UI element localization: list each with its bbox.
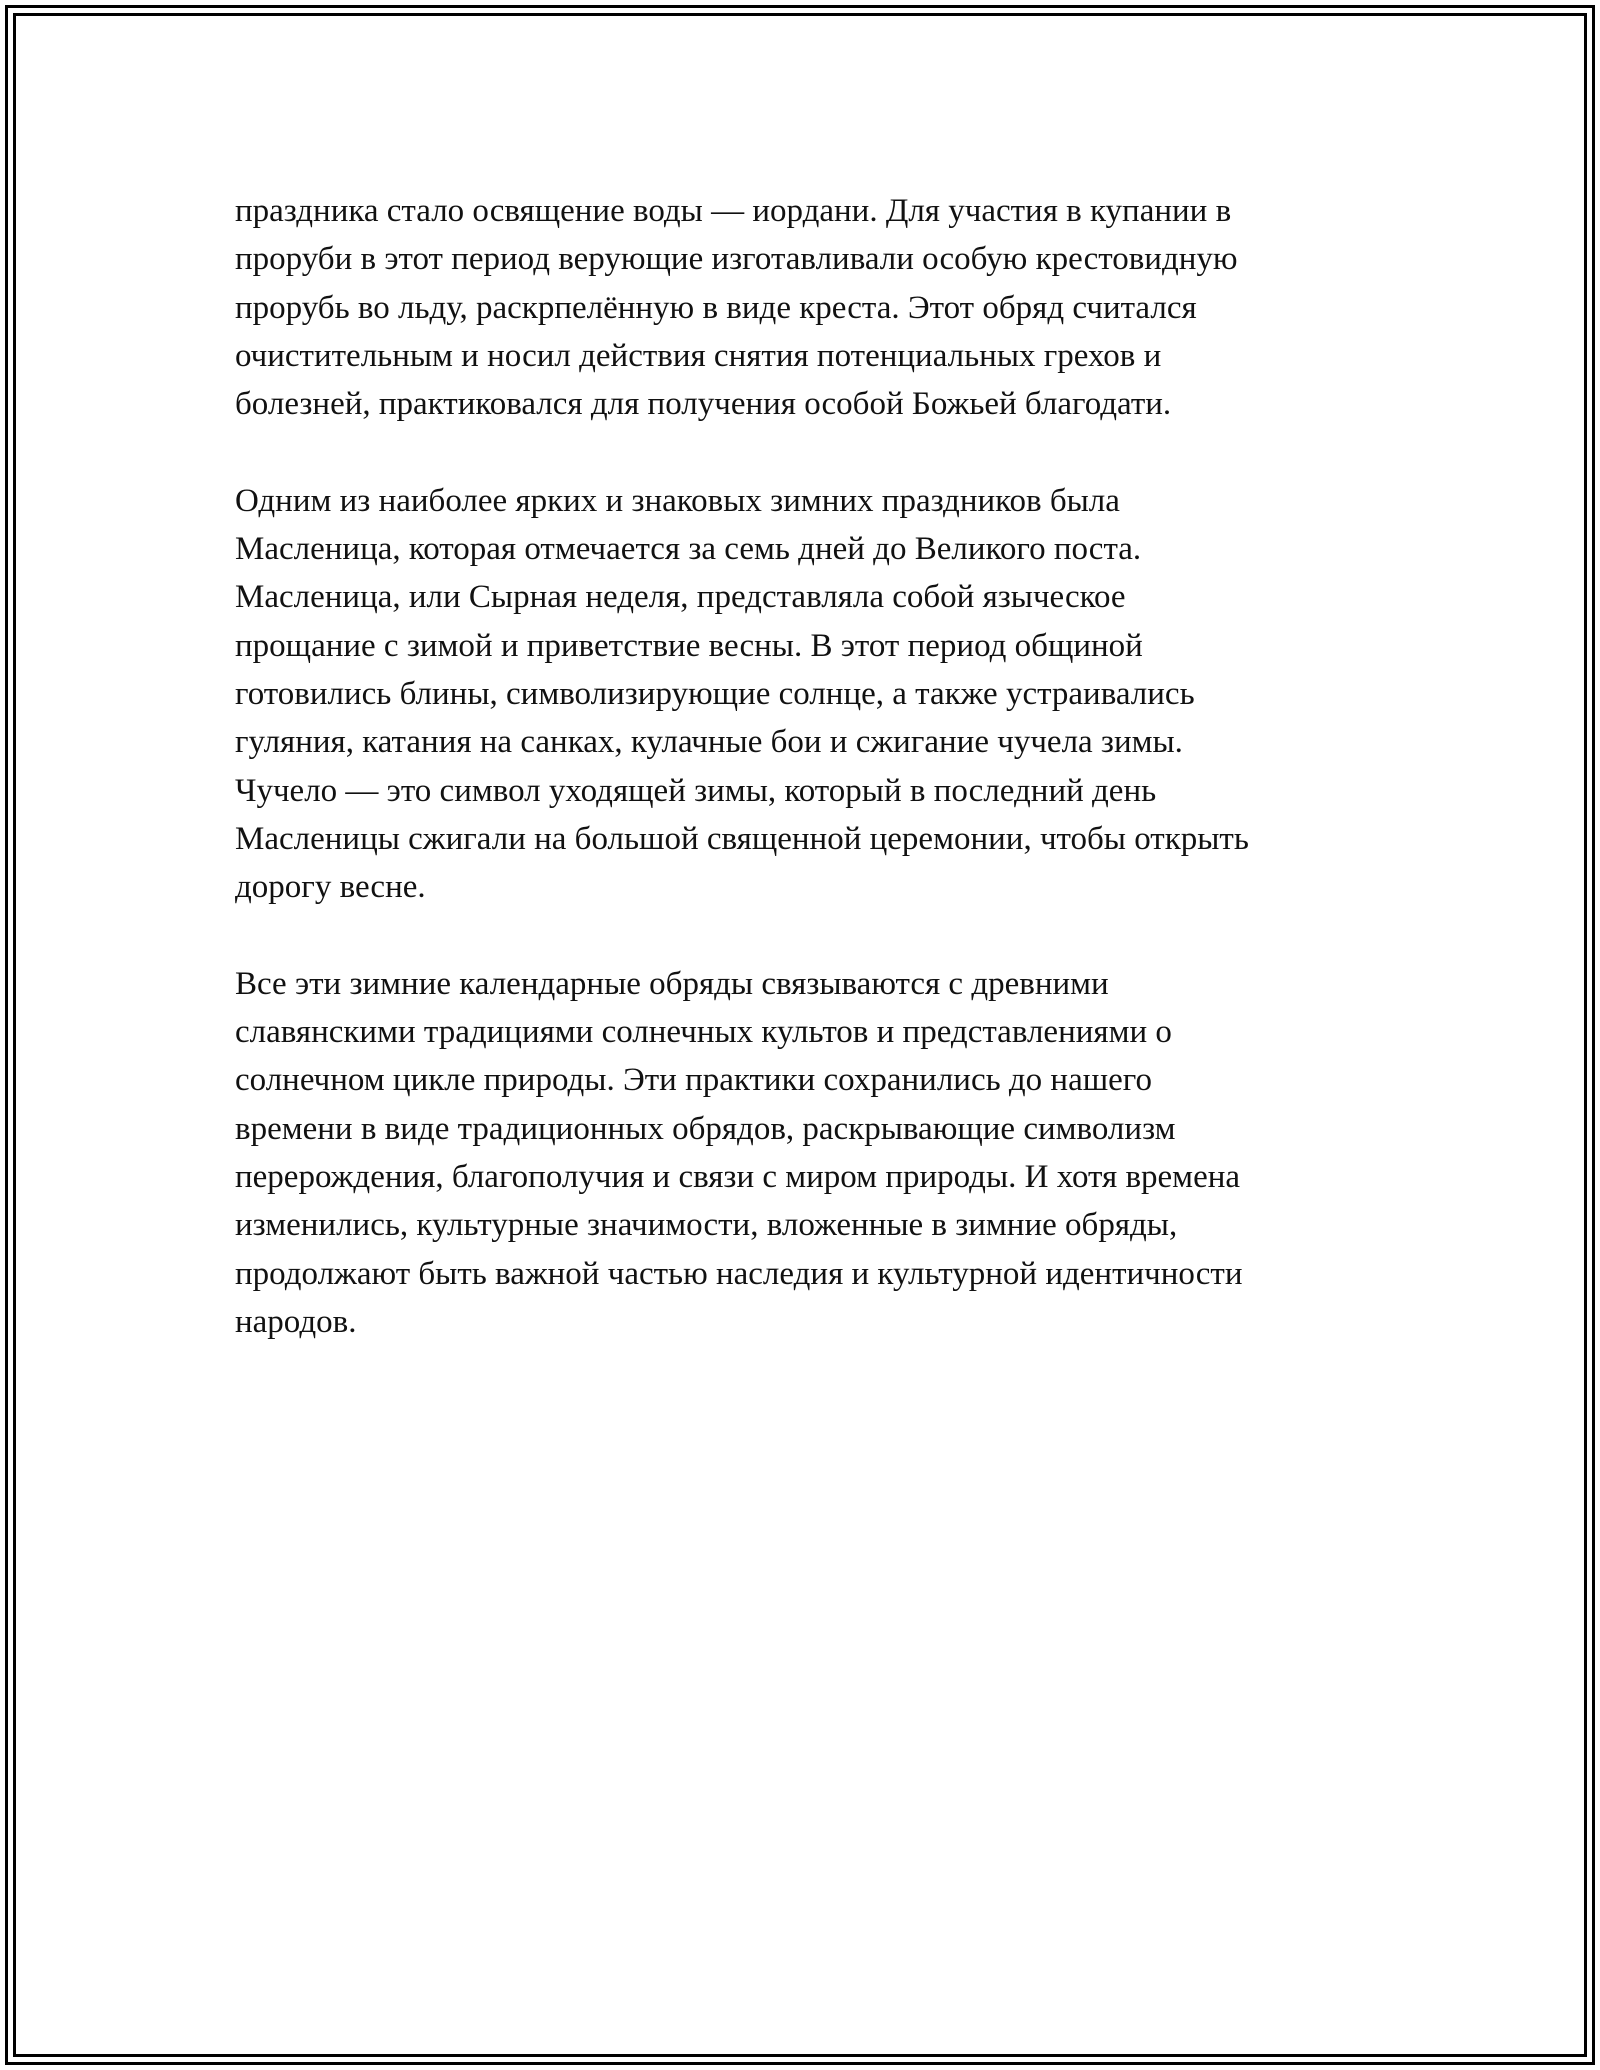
text-line: Одним из наиболее ярких и знаковых зимних праздников была — [235, 482, 1120, 519]
text-line: праздника стало освящение воды — иордани. Для участия в купании в — [235, 193, 1232, 229]
text-line: продолжают быть важной частью наследия и культурной идентичности — [235, 1255, 1243, 1292]
text-line: Масленица, или Сырная неделя, представляла собой языческое — [235, 579, 1126, 616]
paragraph-3 — [235, 960, 1370, 1346]
text-line: Чучело — это символ уходящей зимы, который в последний день — [235, 772, 1157, 809]
text-line: перерождения, благополучия и связи с миром природы. И хотя времена — [235, 1158, 1241, 1195]
text-line: дорогу весне. — [235, 869, 426, 906]
text-line: Все эти зимние календарные обряды связываются с древними — [235, 965, 1109, 1002]
text-line: изменились, культурные значимости, вложенные в зимние обряды, — [235, 1207, 1178, 1244]
document-body — [235, 187, 1370, 1394]
paragraph-2 — [235, 477, 1370, 912]
text-line: солнечном цикле природы. Эти практики сохранились до нашего — [235, 1062, 1153, 1099]
text-line: Масленицы сжигали на большой священной церемонии, чтобы открыть — [235, 820, 1249, 857]
text-line: славянскими традициями солнечных культов и представлениями о — [235, 1014, 1172, 1051]
text-line: времени в виде традиционных обрядов, раскрывающие символизм — [235, 1110, 1176, 1147]
text-line: гуляния, катания на санках, кулачные бои и сжигание чучела зимы. — [235, 724, 1183, 761]
text-line: готовились блины, символизирующие солнце, а также устраивались — [235, 675, 1195, 712]
text-line: народов. — [235, 1303, 357, 1340]
text-line: прощание с зимой и приветствие весны. В этот период общиной — [235, 627, 1143, 664]
text-line: очистительным и носил действия снятия потенциальных грехов и — [235, 337, 1162, 374]
text-line: Масленица, которая отмечается за семь дней до Великого поста. — [235, 531, 1142, 568]
text-line: болезней, практиковался для получения особой Божьей благодати. — [235, 386, 1172, 423]
text-line: проруби в этот период верующие изготавливали особую крестовидную — [235, 241, 1238, 278]
text-line: прорубь во льду, раскрпелённую в виде креста. Этот обряд считался — [235, 289, 1197, 326]
paragraph-1 — [235, 187, 1370, 428]
